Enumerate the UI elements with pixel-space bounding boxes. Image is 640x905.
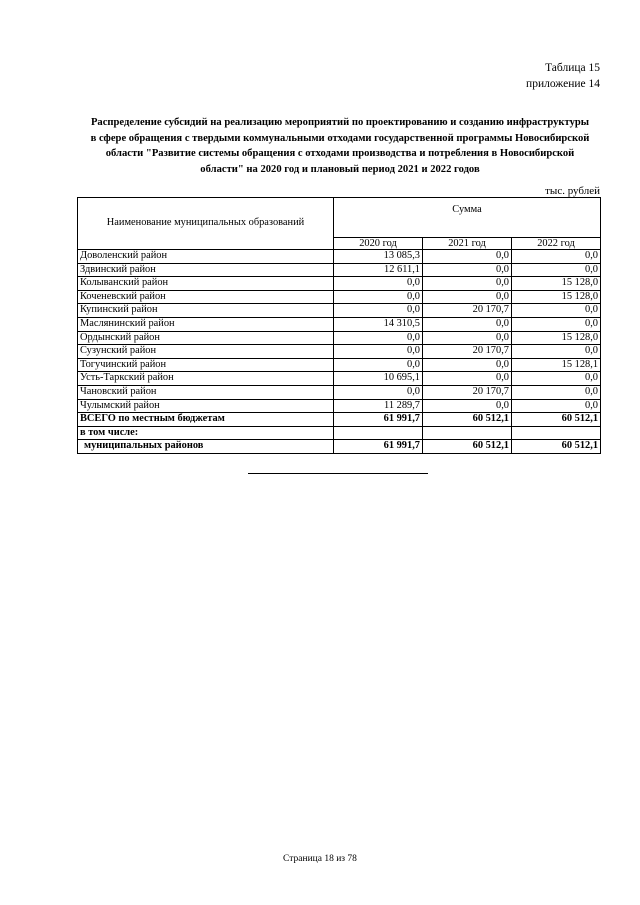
year-header-2020: 2020 год — [334, 238, 423, 250]
table-row — [78, 263, 601, 277]
value-2022: 0,0 — [512, 345, 601, 359]
page-number: Страница 18 из 78 — [283, 854, 357, 864]
value-2022: 0,0 — [512, 250, 601, 264]
municipality-name: Доволенский район — [78, 250, 334, 264]
value-2022: 0,0 — [512, 263, 601, 277]
value-2021: 0,0 — [423, 372, 512, 386]
value-2021: 0,0 — [423, 358, 512, 372]
value-2022: 0,0 — [512, 304, 601, 318]
value-2022: 15 128,0 — [512, 290, 601, 304]
value-2022: 15 128,0 — [512, 331, 601, 345]
value-2021: 60 512,1 — [423, 440, 512, 454]
value-2022: 0,0 — [512, 372, 601, 386]
municipality-name: муниципальных районов — [78, 440, 334, 454]
value-2020: 0,0 — [334, 345, 423, 359]
value-2022: 0,0 — [512, 399, 601, 413]
table-row — [78, 250, 601, 264]
sum-column-header: Сумма — [334, 198, 601, 238]
table-row — [78, 345, 601, 359]
empty-cell — [512, 426, 601, 440]
year-header-2022: 2022 год — [512, 238, 601, 250]
value-2022: 60 512,1 — [512, 440, 601, 454]
value-2022: 15 128,0 — [512, 277, 601, 291]
value-2021: 0,0 — [423, 250, 512, 264]
value-2020: 12 611,1 — [334, 263, 423, 277]
value-2021: 20 170,7 — [423, 345, 512, 359]
value-2020: 61 991,7 — [334, 413, 423, 427]
value-2020: 0,0 — [334, 290, 423, 304]
value-2021: 0,0 — [423, 277, 512, 291]
empty-cell — [334, 426, 423, 440]
value-2020: 11 289,7 — [334, 399, 423, 413]
table-row — [78, 290, 601, 304]
value-2020: 0,0 — [334, 277, 423, 291]
municipality-name: Чановский район — [78, 385, 334, 399]
value-2021: 0,0 — [423, 263, 512, 277]
value-2021: 20 170,7 — [423, 385, 512, 399]
value-2020: 0,0 — [334, 331, 423, 345]
value-2020: 13 085,3 — [334, 250, 423, 264]
table-row — [78, 358, 601, 372]
value-2021: 0,0 — [423, 317, 512, 331]
table-row — [78, 372, 601, 386]
value-2020: 10 695,1 — [334, 372, 423, 386]
value-2021: 60 512,1 — [423, 413, 512, 427]
table-row — [78, 399, 601, 413]
including-label: в том числе: — [78, 426, 334, 440]
name-column-header: Наименование муниципальных образований — [78, 198, 334, 250]
table-row — [78, 277, 601, 291]
value-2020: 0,0 — [334, 304, 423, 318]
subsidy-table — [77, 197, 601, 454]
municipality-name: Чулымский район — [78, 399, 334, 413]
municipality-name: Коченевский район — [78, 290, 334, 304]
footer-divider — [248, 473, 428, 474]
value-2020: 0,0 — [334, 358, 423, 372]
document-title: Распределение субсидий на реализацию мероприятий по проектированию и созданию инфраструктуры в сфере обращения с твердыми коммунальными отходами государственной программы Новосибирской области "Развитие системы обращения с отходами производства и потребления в Новосибирской области" на 2020 год и плановый период 2021 и 2022 годов — [90, 117, 590, 175]
value-2020: 0,0 — [334, 385, 423, 399]
value-2021: 20 170,7 — [423, 304, 512, 318]
municipality-name: Купинский район — [78, 304, 334, 318]
total-row — [78, 413, 601, 427]
value-2020: 14 310,5 — [334, 317, 423, 331]
value-2021: 0,0 — [423, 290, 512, 304]
value-2022: 15 128,1 — [512, 358, 601, 372]
municipality-name: Сузунский район — [78, 345, 334, 359]
units-label: тыс. рублей — [545, 185, 600, 197]
empty-cell — [423, 426, 512, 440]
including-row — [78, 426, 601, 440]
table-number-label: Таблица 15 — [545, 62, 600, 74]
table-row — [78, 304, 601, 318]
value-2020: 61 991,7 — [334, 440, 423, 454]
municipality-name: Здвинский район — [78, 263, 334, 277]
table-row — [78, 385, 601, 399]
municipality-name: Усть-Таркский район — [78, 372, 334, 386]
value-2022: 0,0 — [512, 317, 601, 331]
appendix-label: приложение 14 — [526, 78, 600, 90]
municipality-name: Колыванский район — [78, 277, 334, 291]
value-2021: 0,0 — [423, 399, 512, 413]
table-row — [78, 317, 601, 331]
municipal-districts-row — [78, 440, 601, 454]
municipality-name: ВСЕГО по местным бюджетам — [78, 413, 334, 427]
table-header-row — [78, 198, 601, 238]
value-2022: 60 512,1 — [512, 413, 601, 427]
value-2021: 0,0 — [423, 331, 512, 345]
table-row — [78, 331, 601, 345]
municipality-name: Ордынский район — [78, 331, 334, 345]
value-2022: 0,0 — [512, 385, 601, 399]
municipality-name: Маслянинский район — [78, 317, 334, 331]
year-header-2021: 2021 год — [423, 238, 512, 250]
municipality-name: Тогучинский район — [78, 358, 334, 372]
